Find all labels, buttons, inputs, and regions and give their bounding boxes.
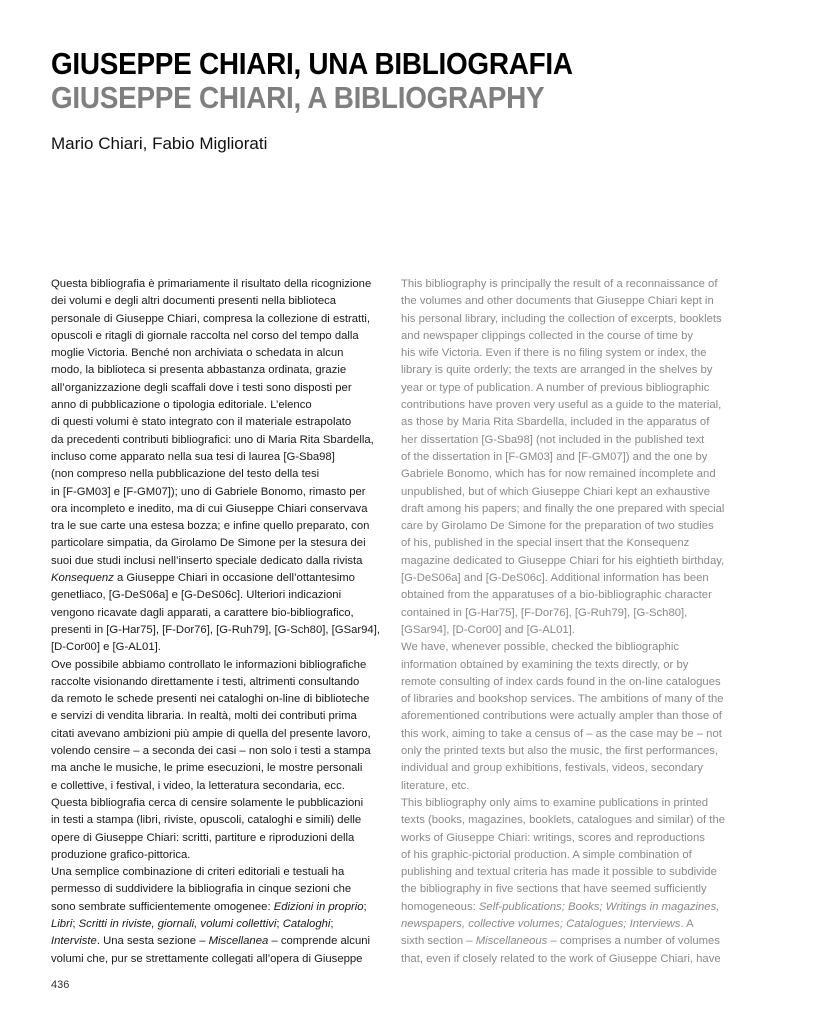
text-line <box>51 293 386 310</box>
text-run: sixth section – <box>401 935 476 948</box>
text-line <box>401 553 741 570</box>
text-run: volendo censire – a seconda dei casi – non solo i testi a stampa <box>51 745 371 758</box>
italic-run: Miscellanea <box>208 935 269 948</box>
text-line <box>51 916 386 933</box>
text-run: tra le sue carte una estesa bozza; e infine quello preparato, con <box>51 520 370 533</box>
text-line <box>51 414 386 431</box>
text-run: . A <box>680 917 694 930</box>
italic-run: Edizioni in proprio <box>273 900 364 913</box>
text-line <box>401 397 741 414</box>
text-line <box>401 414 741 431</box>
text-run: ; <box>72 917 79 930</box>
text-run: that, even if closely related to the work of Giuseppe Chiari, have <box>401 952 721 965</box>
text-run: [GSar94], [D-Cor00] and [G-AL01]. <box>401 623 575 636</box>
text-run: unpublished, but of which Giuseppe Chiari kept an exhaustive <box>401 485 710 498</box>
text-run: moglie Victoria. Benché non archiviata o schedata in alcun <box>51 347 344 360</box>
text-line <box>51 899 386 916</box>
text-run: of the dissertation in [F-GM03] and [F-GM07]) and the one by <box>401 450 708 463</box>
text-line <box>401 708 741 725</box>
text-run: ora incompleto e inedito, ma di cui Giuseppe Chiari conservava <box>51 502 368 515</box>
text-line <box>401 881 741 898</box>
text-run: Questa bibliografia è primariamente il risultato della ricognizione <box>51 278 372 290</box>
text-run: Questa bibliografia cerca di censire solamente le pubblicazioni <box>51 796 364 809</box>
text-run: incluso come apparato nella sua tesi di laurea [G-Sba98] <box>51 450 335 463</box>
text-run: [G-DeS06a] and [G-DeS06c]. Additional information has been <box>401 572 709 585</box>
text-run: of his graphic-pictorial production. A simple combination of <box>401 848 692 861</box>
text-run: of libraries and bookshop services. The ambitions of many of the <box>401 693 724 706</box>
text-line <box>401 311 741 328</box>
text-line <box>51 812 386 829</box>
text-run: as those by Maria Rita Sbardella, included in the apparatus of <box>401 416 710 429</box>
text-line <box>51 276 386 293</box>
text-run: remote consulting of index cards found in the on-line catalogues <box>401 675 721 688</box>
text-line <box>401 587 741 604</box>
text-line <box>401 484 741 501</box>
text-run: texts (books, magazines, booklets, catalogues and similar) of the <box>401 814 726 827</box>
text-run: . Una sesta sezione – <box>96 935 209 948</box>
text-line <box>401 743 741 760</box>
text-run: in [F-GM03] e [F-GM07]); uno di Gabriele Bonomo, rimasto per <box>51 485 366 498</box>
title-english: GIUSEPPE CHIARI, A BIBLIOGRAPHY <box>51 80 545 115</box>
italic-run: newspapers, collective volumes; Catalogues; Interviews <box>401 917 681 930</box>
text-run: vengono ricavate dagli apparati, a carattere bio-bibliografico, <box>51 606 354 619</box>
text-run: library is quite orderly; the texts are arranged in the shelves by <box>401 364 713 377</box>
text-run: contained in [G-Har75], [F-Dor76], [G-Ruh79], [G-Sch80], <box>401 606 688 619</box>
text-run: care by Girolamo De Simone for the preparation of two studies <box>401 520 714 533</box>
text-line <box>401 328 741 345</box>
text-run: e collettive, i festival, i video, la letteratura secondaria, ecc. <box>51 779 345 792</box>
text-line <box>51 708 386 725</box>
text-line <box>51 830 386 847</box>
text-line <box>401 345 741 362</box>
text-line <box>51 518 386 535</box>
text-line <box>51 535 386 552</box>
text-run: sono sembrate sufficientemente omogenee: <box>51 900 274 913</box>
text-run: da remoto le schede presenti nei cataloghi on-line di biblioteche <box>51 693 370 706</box>
italian-text-column <box>51 276 386 968</box>
text-line <box>51 743 386 760</box>
text-run: information obtained by examining the texts directly, or by <box>401 658 689 671</box>
text-line <box>401 933 741 950</box>
text-run: ma anche le musiche, le prime esecuzioni, le mostre personali <box>51 762 363 775</box>
text-run: contributions have proven very useful as a guide to the material, <box>401 399 722 412</box>
text-run: and newspaper clippings collected in the course of time by <box>401 329 694 342</box>
text-run: Ove possibile abbiamo controllato le informazioni bibliografiche <box>51 658 367 671</box>
text-run: particolare simpatia, da Girolamo De Simone per la stesura dei <box>51 537 366 550</box>
authors: Mario Chiari, Fabio Migliorati <box>51 134 268 153</box>
text-run: e servizi di vendita libraria. In realtà, molti dei contributi prima <box>51 710 357 723</box>
text-line <box>401 760 741 777</box>
text-run: (non compreso nella pubblicazione del testo della tesi <box>51 468 320 481</box>
text-line <box>51 691 386 708</box>
text-run: Una semplice combinazione di criteri editoriali e testuali ha <box>51 866 345 879</box>
text-run: individual and group exhibitions, festivals, videos, secondary <box>401 762 704 775</box>
text-line <box>51 657 386 674</box>
text-run: – comprende alcuni <box>268 935 371 948</box>
text-line <box>51 933 386 950</box>
text-run: dei volumi e degli altri documenti presenti nella biblioteca <box>51 295 337 308</box>
text-line <box>401 830 741 847</box>
title-italian: GIUSEPPE CHIARI, UNA BIBLIOGRAFIA <box>51 46 573 81</box>
text-line <box>51 362 386 379</box>
text-run: di questi volumi è stato integrato con il materiale estrapolato <box>51 416 352 429</box>
text-run: the bibliography in five sections that have seemed sufficiently <box>401 883 707 896</box>
text-line <box>51 881 386 898</box>
text-line <box>401 293 741 310</box>
text-line <box>51 380 386 397</box>
text-run: suoi due studi inclusi nell’inserto speciale dedicato dalla rivista <box>51 554 363 567</box>
text-line <box>401 847 741 864</box>
text-run: genetliaco, [G-DeS06a] e [G-DeS06c]. Ulteriori indicazioni <box>51 589 342 602</box>
text-line <box>51 466 386 483</box>
text-line <box>401 674 741 691</box>
text-run: da precedenti contributi bibliografici: uno di Maria Rita Sbardella, <box>51 433 374 446</box>
text-line <box>401 362 741 379</box>
text-line <box>51 795 386 812</box>
text-run: this work, aiming to take a census of – as the case may be – not <box>401 727 722 740</box>
text-line <box>51 951 386 968</box>
english-text-column <box>401 276 741 968</box>
text-run: raccolte visionando direttamente i testi, altrimenti consultando <box>51 675 360 688</box>
text-line <box>401 466 741 483</box>
text-line <box>401 899 741 916</box>
italic-run: Konsequenz <box>51 572 114 585</box>
text-run: volumi che, pur se strettamente collegati all’opera di Giuseppe <box>51 952 363 965</box>
text-line <box>51 328 386 345</box>
text-run: presenti in [G-Har75], [F-Dor76], [G-Ruh79], [G-Sch80], [GSar94], <box>51 623 380 636</box>
text-line <box>51 311 386 328</box>
text-run: This bibliography only aims to examine publications in printed <box>401 796 709 809</box>
text-run: We have, whenever possible, checked the bibliographic <box>401 641 679 654</box>
italic-run: Miscellaneous <box>475 935 548 948</box>
text-line <box>51 778 386 795</box>
text-line <box>401 501 741 518</box>
text-line <box>51 432 386 449</box>
text-run: aforementioned contributions were actually ampler than those of <box>401 710 722 723</box>
text-run: opere di Giuseppe Chiari: scritti, partiture e riproduzioni della <box>51 831 355 844</box>
text-run: his personal library, including the collection of excerpts, booklets <box>401 312 722 325</box>
italic-run: Scritti in riviste, giornali, volumi collettivi <box>78 917 277 930</box>
text-run: obtained from the apparatuses of a bio-bibliographic character <box>401 589 712 602</box>
text-line <box>51 484 386 501</box>
text-run: in testi a stampa (libri, riviste, opuscoli, cataloghi e simili) delle <box>51 814 362 827</box>
text-run: of his, published in the special insert that the Konsequenz <box>401 537 690 550</box>
text-line <box>51 674 386 691</box>
text-line <box>401 726 741 743</box>
text-line <box>51 726 386 743</box>
italic-run: Self-publications; Books; Writings in magazines, <box>478 900 720 913</box>
text-run: her dissertation [G-Sba98] (not included in the published text <box>401 433 705 446</box>
text-run: opuscoli e ritagli di giornale raccolta nel corso del tempo dalla <box>51 329 359 342</box>
text-line <box>401 570 741 587</box>
text-line <box>401 380 741 397</box>
italic-run: Interviste <box>51 935 97 948</box>
text-line <box>51 449 386 466</box>
text-run: magazine dedicated to Giuseppe Chiari for his eightieth birthday, <box>401 554 725 567</box>
text-run: homogeneous: <box>401 900 479 913</box>
text-line <box>401 276 741 293</box>
text-run: ; <box>363 900 367 913</box>
text-line <box>51 622 386 639</box>
text-run: Gabriele Bonomo, which has for now remained incomplete and <box>401 468 716 481</box>
text-line <box>401 432 741 449</box>
text-run: only the printed texts but also the music, the first performances, <box>401 745 719 758</box>
text-line <box>51 570 386 587</box>
text-run: – comprises a number of volumes <box>547 935 720 948</box>
text-line <box>401 535 741 552</box>
text-line <box>51 501 386 518</box>
text-run: produzione grafico-pittorica. <box>51 848 191 861</box>
text-line <box>401 605 741 622</box>
text-line <box>401 449 741 466</box>
text-run: ; <box>276 917 283 930</box>
text-line <box>51 847 386 864</box>
text-run: his wife Victoria. Even if there is no filing system or index, the <box>401 347 707 360</box>
text-line <box>401 812 741 829</box>
text-run: works of Giuseppe Chiari: writings, scores and reproductions <box>401 831 705 844</box>
text-line <box>51 760 386 777</box>
text-line <box>401 657 741 674</box>
italic-run: Libri <box>51 917 73 930</box>
italic-run: Cataloghi <box>282 917 331 930</box>
text-run: This bibliography is principally the result of a reconnaissance of <box>401 278 718 290</box>
text-line <box>401 951 741 968</box>
text-line <box>401 691 741 708</box>
text-line <box>401 518 741 535</box>
text-run: the volumes and other documents that Giuseppe Chiari kept in <box>401 295 714 308</box>
text-line <box>51 345 386 362</box>
text-line <box>401 639 741 656</box>
text-line <box>51 864 386 881</box>
text-run: publishing and textual criteria has made it possible to subdivide <box>401 866 717 879</box>
text-run: all’organizzazione degli scaffali dove i testi sono disposti per <box>51 381 352 394</box>
text-line <box>51 553 386 570</box>
text-run: anno di pubblicazione o tipologia editoriale. L’elenco <box>51 399 312 412</box>
text-line <box>401 916 741 933</box>
text-run: personale di Giuseppe Chiari, compresa la collezione di estratti, <box>51 312 370 325</box>
text-line <box>401 622 741 639</box>
text-line <box>401 778 741 795</box>
text-line <box>51 639 386 656</box>
page-number: 436 <box>51 979 70 991</box>
text-line <box>401 864 741 881</box>
text-run: modo, la biblioteca si presenta abbastanza ordinata, grazie <box>51 364 347 377</box>
text-run: literature, etc. <box>401 779 470 792</box>
text-line <box>51 587 386 604</box>
text-run: year or type of publication. A number of previous bibliographic <box>401 381 710 394</box>
text-line <box>51 397 386 414</box>
text-run: citati avevano ambizioni più ampie di quella del presente lavoro, <box>51 727 371 740</box>
text-run: draft among his papers; and finally the one prepared with special <box>401 502 725 515</box>
text-line <box>401 795 741 812</box>
text-run: [D-Cor00] e [G-AL01]. <box>51 641 161 654</box>
text-run: a Giuseppe Chiari in occasione dell’ottantesimo <box>113 572 355 585</box>
text-run: permesso di suddividere la bibliografia in cinque sezioni che <box>51 883 352 896</box>
text-run: ; <box>330 917 334 930</box>
text-line <box>51 605 386 622</box>
